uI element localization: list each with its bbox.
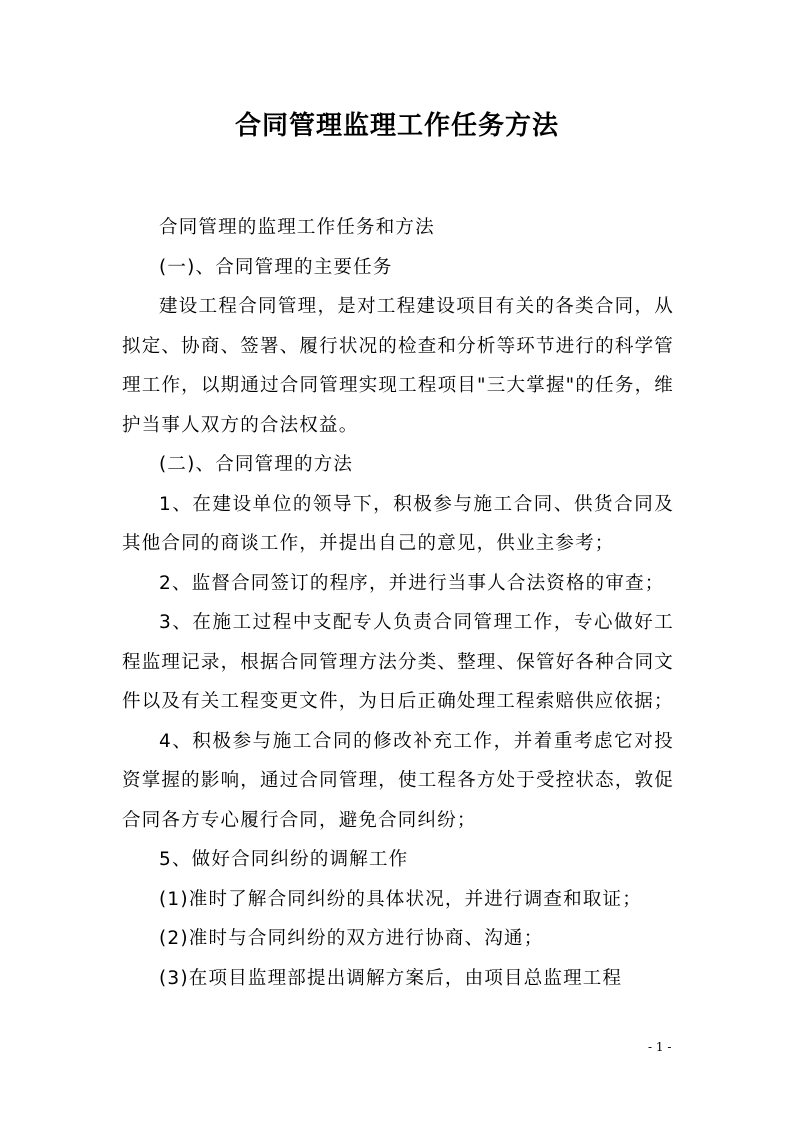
sub-list-item: (3)在项目监理部提出调解方案后，由项目总监理工程 bbox=[159, 967, 623, 989]
sub-list-item: (2)准时与合同纠纷的双方进行协商、沟通； bbox=[159, 928, 544, 949]
paragraph: 建设工程合同管理，是对工程建设项目有关的各类合同，从拟定、协商、签署、履行状况的检查和分析等环节进行的科学管理工作，以期通过合同管理实现工程项目"三大掌握"的任务，维护当事人双方的合法权益。 bbox=[122, 296, 674, 436]
list-item: 1、在建设单位的领导下，积极参与施工合同、供货合同及其他合同的商谈工作，并提出自己的意见，供业主参考； bbox=[122, 493, 674, 554]
section-heading-1: (一)、合同管理的主要任务 bbox=[159, 256, 393, 278]
list-item: 4、积极参与施工合同的修改补充工作，并着重考虑它对投资掌握的影响，通过合同管理，使工程各方处于受控状态，敦促合同各方专心履行合同，避免合同纠纷； bbox=[122, 730, 674, 831]
list-item: 2、监督合同签订的程序，并进行当事人合法资格的审查； bbox=[159, 572, 665, 594]
sub-list-item: (1)准时了解合同纠纷的具体状况，并进行调查和取证； bbox=[159, 888, 642, 910]
paragraph-heading: 合同管理的监理工作任务和方法 bbox=[159, 217, 435, 238]
section-heading-2: (二)、合同管理的方法 bbox=[159, 454, 354, 475]
page-number: - 1 - bbox=[648, 1040, 672, 1054]
list-item: 3、在施工过程中支配专人负责合同管理工作，专心做好工程监理记录，根据合同管理方法分类、整理、保管好各种合同文件以及有关工程变更文件，为日后正确处理工程索赔供应依据； bbox=[122, 612, 674, 712]
document-body bbox=[122, 208, 674, 998]
document-title: 合同管理监理工作任务方法 bbox=[234, 111, 559, 141]
list-item: 5、做好合同纠纷的调解工作 bbox=[159, 849, 409, 870]
